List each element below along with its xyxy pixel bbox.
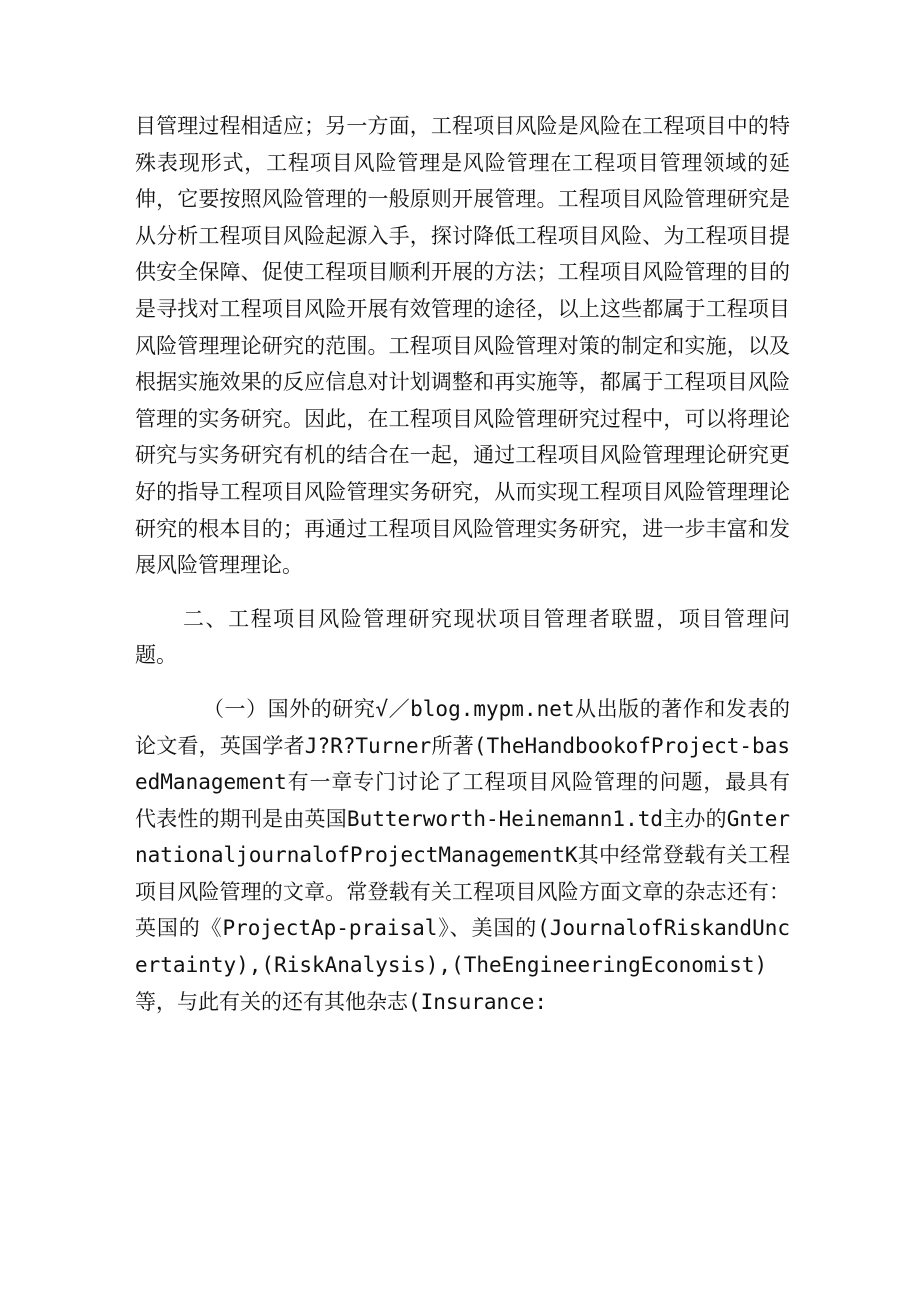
body-paragraph-foreign-research: （一）国外的研究√／blog.mypm.net从出版的著作和发表的论文看，英国学者J?R?Turner所著(TheHandbookofProject-basedManagement有一章专门讨论了工程项目风险管理的问题，最具有代表性的期刊是由英国Butterworth-Heinemann1.td主办的GnternationaljournalofProjectManagementK其中经常登载有关工程项目风险管理的文章。常登载有关工程项目风险方面文章的杂志还有：英国的《ProjectAp-praisal》、美国的(JournalofRiskandUncertainty),(RiskAnalysis),(TheEngineeringEconomist)等，与此有关的还有其他杂志(Insurance: <box>135 696 790 1014</box>
body-paragraph-continued: 目管理过程相适应；另一方面，工程项目风险是风险在工程项目中的特殊表现形式，工程项目风险管理是风险管理在工程项目管理领域的延伸，它要按照风险管理的一般原则开展管理。工程项目风险管理研究是从分析工程项目风险起源入手，探讨降低工程项目风险、为工程项目提供安全保障、促使工程项目顺利开展的方法；工程项目风险管理的目的是寻找对工程项目风险开展有效管理的途径，以上这些都属于工程项目风险管理理论研究的范围。工程项目风险管理对策的制定和实施，以及根据实施效果的反应信息对计划调整和再实施等，都属于工程项目风险管理的实务研究。因此，在工程项目风险管理研究过程中，可以将理论研究与实务研究有机的结合在一起，通过工程项目风险管理理论研究更好的指导工程项目风险管理实务研究，从而实现工程项目风险管理理论研究的根本目的；再通过工程项目风险管理实务研究，进一步丰富和发展风险管理理论。 <box>135 114 790 578</box>
document-body <box>135 108 790 1020</box>
section-heading-research-status: 二、工程项目风险管理研究现状项目管理者联盟，项目管理问题。 <box>135 606 790 668</box>
